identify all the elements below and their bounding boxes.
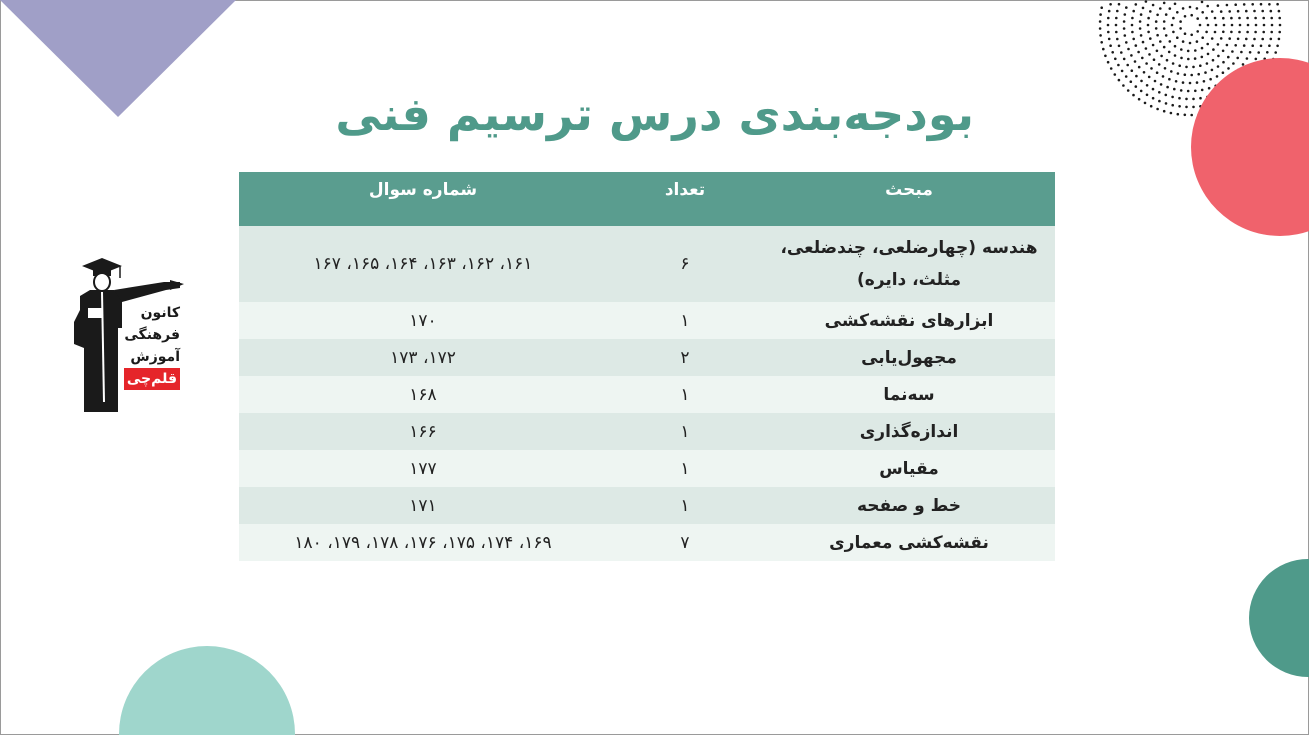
- cell-questions: ۱۷۲، ۱۷۳: [239, 339, 607, 376]
- cell-topic: نقشه‌کشی معماری: [763, 524, 1055, 561]
- cell-topic: [763, 226, 1055, 302]
- cell-topic: مقیاس: [763, 450, 1055, 487]
- cell-count: ۱: [607, 413, 763, 450]
- decor-teal-circle: [1248, 558, 1309, 678]
- cell-questions: ۱۶۹، ۱۷۴، ۱۷۵، ۱۷۶، ۱۷۸، ۱۷۹، ۱۸۰: [239, 524, 607, 561]
- decor-red-circle: [1190, 58, 1309, 238]
- budget-table: [239, 172, 1055, 561]
- cell-count: ۶: [607, 226, 763, 302]
- cell-count: ۲: [607, 339, 763, 376]
- table-row: [239, 413, 1055, 450]
- table-row: [239, 450, 1055, 487]
- table-row: [239, 376, 1055, 413]
- decor-triangle: [0, 0, 240, 120]
- cell-count: ۱: [607, 487, 763, 524]
- cell-count: ۱: [607, 302, 763, 339]
- cell-questions: ۱۶۱، ۱۶۲، ۱۶۳، ۱۶۴، ۱۶۵، ۱۶۷: [239, 226, 607, 302]
- table-row: [239, 339, 1055, 376]
- kanoon-logo: [74, 252, 186, 414]
- cell-count: ۱: [607, 450, 763, 487]
- table-row: [239, 487, 1055, 524]
- cell-topic: اندازه‌گذاری: [763, 413, 1055, 450]
- page-title: بودجه‌بندی درس ترسیم فنی: [335, 87, 974, 141]
- logo-line-2: فرهنگی: [124, 327, 180, 343]
- logo-line-4: قلم‌چی: [124, 368, 180, 390]
- cell-count: ۱: [607, 376, 763, 413]
- cell-questions: ۱۶۶: [239, 413, 607, 450]
- decor-mint-circle: [118, 645, 296, 735]
- table-row: [239, 226, 1055, 302]
- table-row: [239, 524, 1055, 561]
- header-questions: شماره سوال: [239, 172, 607, 226]
- cell-count: ۷: [607, 524, 763, 561]
- table-header-row: [239, 172, 1055, 226]
- cell-questions: ۱۶۸: [239, 376, 607, 413]
- table-row: [239, 302, 1055, 339]
- logo-text: [124, 302, 180, 390]
- cell-topic: ابزارهای نقشه‌کشی: [763, 302, 1055, 339]
- cell-topic: مجهول‌یابی: [763, 339, 1055, 376]
- header-count: تعداد: [607, 172, 763, 226]
- topic-text: هندسه (چهارضلعی، چندضلعی، مثلث، دایره): [780, 238, 1038, 290]
- cell-topic: سه‌نما: [763, 376, 1055, 413]
- cell-questions: ۱۷۱: [239, 487, 607, 524]
- cell-questions: ۱۷۰: [239, 302, 607, 339]
- header-topic: مبحث: [763, 172, 1055, 226]
- cell-questions: ۱۷۷: [239, 450, 607, 487]
- logo-line-3: آموزش: [130, 349, 180, 365]
- logo-line-1: کانون: [140, 305, 180, 321]
- cell-topic: خط و صفحه: [763, 487, 1055, 524]
